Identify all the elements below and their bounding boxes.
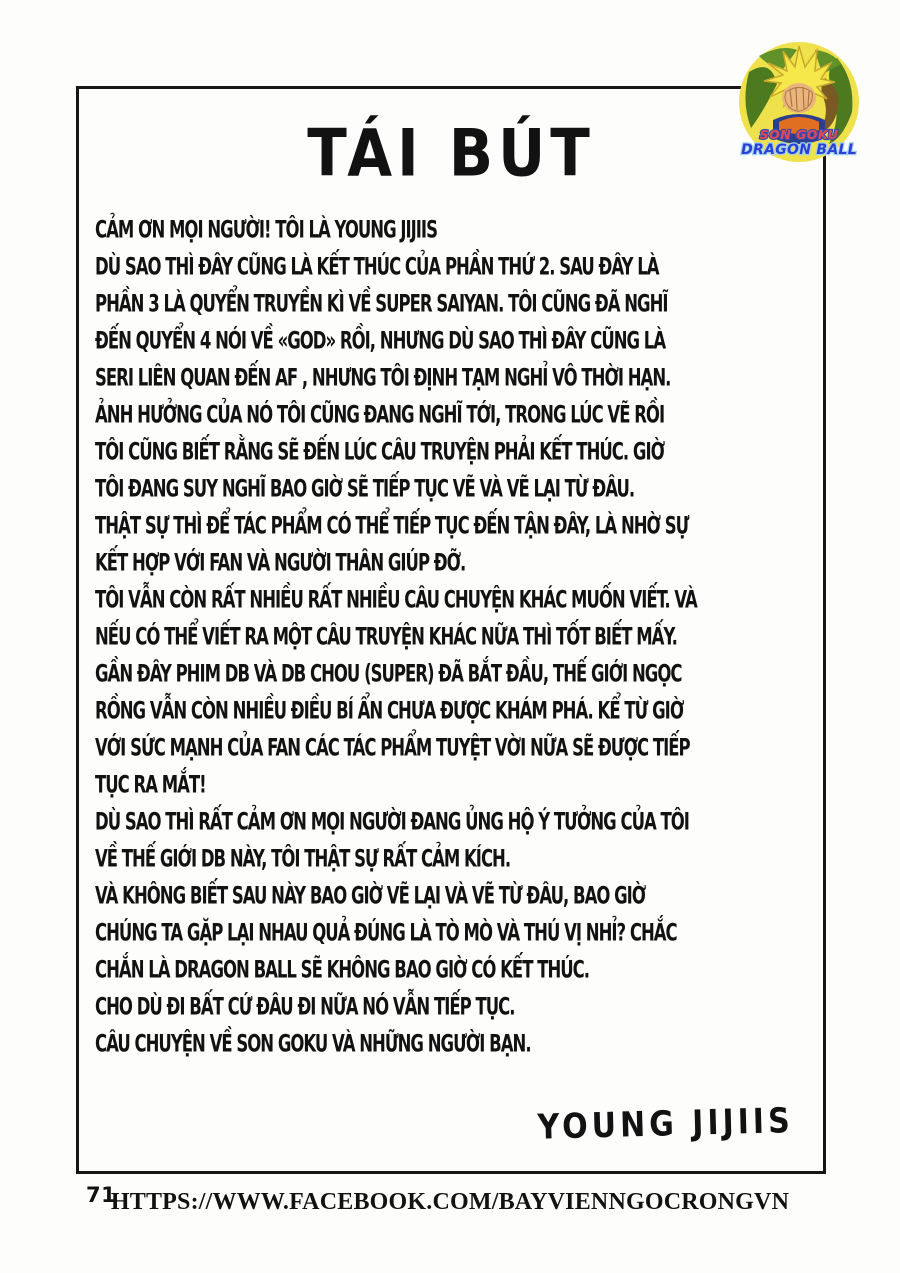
afterword-line: CHO DÙ ĐI BẤT CỨ ĐÂU ĐI NỮA NÓ VẪN TIẾP TỤC. bbox=[95, 992, 515, 1021]
afterword-frame bbox=[76, 86, 826, 1174]
afterword-line: CHẮN LÀ DRAGON BALL SẼ KHÔNG BAO GIỜ CÓ KẾT THÚC. bbox=[95, 955, 590, 984]
afterword-line: KẾT HỢP VỚI FAN VÀ NGƯỜI THÂN GIÚP ĐỠ. bbox=[95, 548, 466, 577]
afterword-line: SERI LIÊN QUAN ĐẾN AF , NHƯNG TÔI ĐỊNH TẠM NGHỈ VÔ THỜI HẠN. bbox=[95, 363, 671, 392]
afterword-line: TÔI VẪN CÒN RẤT NHIỀU RẤT NHIỀU CÂU CHUYỆN KHÁC MUỐN VIẾT. VÀ bbox=[95, 585, 697, 614]
afterword-line: PHẦN 3 LÀ QUYỂN TRUYỀN KÌ VỀ SUPER SAIYAN. TÔI CŨNG ĐÃ NGHĨ bbox=[95, 289, 668, 318]
afterword-line: NẾU CÓ THỂ VIẾT RA MỘT CÂU TRUYỆN KHÁC NỮA THÌ TỐT BIẾT MẤY. bbox=[95, 622, 677, 651]
afterword-line: VÀ KHÔNG BIẾT SAU NÀY BAO GIỜ VẼ LẠI VÀ VẼ TỪ ĐÂU, BAO GIỜ bbox=[95, 881, 646, 910]
badge-son-goku-label: SON GOKU bbox=[759, 127, 839, 142]
afterword-line: GẦN ĐÂY PHIM DB VÀ DB CHOU (SUPER) ĐÃ BẮT ĐẦU, THẾ GIỚI NGỌC bbox=[95, 659, 682, 688]
badge-dragon-ball-label: DRAGON BALL bbox=[741, 142, 857, 158]
author-signature: YOUNG JIJIIS bbox=[536, 1101, 795, 1148]
afterword-line: DÙ SAO THÌ RẤT CẢM ƠN MỌI NGƯỜI ĐANG ỦNG HỘ Ý TƯỞNG CỦA TÔI bbox=[95, 807, 689, 836]
footer-url: HTTPS://WWW.FACEBOOK.COM/BAYVIENNGOCRONGVN bbox=[110, 1189, 790, 1215]
afterword-line: ĐẾN QUYỂN 4 NÓI VỀ «GOD» RỒI, NHƯNG DÙ SAO THÌ ĐÂY CŨNG LÀ bbox=[95, 326, 666, 355]
page-title: TÁI BÚT bbox=[307, 115, 595, 192]
afterword-line: CẢM ƠN MỌI NGƯỜI! TÔI LÀ YOUNG JIJIIS bbox=[95, 215, 437, 244]
afterword-line: TÔI ĐANG SUY NGHĨ BAO GIỜ SẼ TIẾP TỤC VẼ VÀ VẼ LẠI TỪ ĐÂU. bbox=[95, 474, 635, 503]
afterword-line: DÙ SAO THÌ ĐÂY CŨNG LÀ KẾT THÚC CỦA PHẦN THỨ 2. SAU ĐÂY LÀ bbox=[95, 252, 659, 281]
afterword-line: TỤC RA MẮT! bbox=[95, 770, 206, 799]
afterword-line: CHÚNG TA GẶP LẠI NHAU QUẢ ĐÚNG LÀ TÒ MÒ VÀ THÚ VỊ NHỈ? CHẮC bbox=[95, 918, 677, 947]
afterword-text bbox=[95, 211, 813, 1062]
afterword-line: ẢNH HƯỞNG CỦA NÓ TÔI CŨNG ĐANG NGHĨ TỚI, TRONG LÚC VẼ RỒI bbox=[95, 400, 665, 429]
afterword-line: CÂU CHUYỆN VỀ SON GOKU VÀ NHỮNG NGƯỜI BẠN. bbox=[95, 1029, 531, 1058]
page-number: 71 bbox=[86, 1183, 117, 1207]
afterword-line: TÔI CŨNG BIẾT RẰNG SẼ ĐẾN LÚC CÂU TRUYỆN PHẢI KẾT THÚC. GIỜ bbox=[95, 437, 664, 466]
afterword-line: VỀ THẾ GIỚI DB NÀY, TÔI THẬT SỰ RẤT CẢM KÍCH. bbox=[95, 844, 511, 873]
afterword-line: THẬT SỰ THÌ ĐỂ TÁC PHẨM CÓ THỂ TIẾP TỤC ĐẾN TẬN ĐÂY, LÀ NHỜ SỰ bbox=[95, 511, 689, 540]
afterword-line: VỚI SỨC MẠNH CỦA FAN CÁC TÁC PHẨM TUYỆT VỜI NỮA SẼ ĐƯỢC TIẾP bbox=[95, 733, 690, 762]
afterword-line: RỒNG VẪN CÒN NHIỀU ĐIỀU BÍ ẨN CHƯA ĐƯỢC KHÁM PHÁ. KỂ TỪ GIỜ bbox=[95, 696, 684, 725]
dragon-ball-badge bbox=[737, 40, 861, 164]
